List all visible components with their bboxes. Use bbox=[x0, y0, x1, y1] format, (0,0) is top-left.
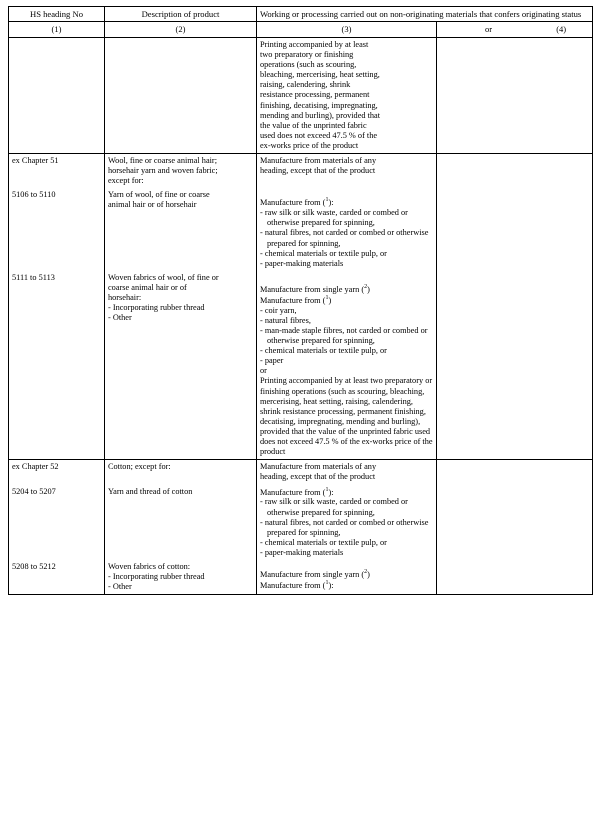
text-line: Manufacture from ($^1$): bbox=[260, 486, 334, 497]
list-item: - paper-making materials bbox=[260, 258, 344, 268]
row-alternative bbox=[437, 271, 593, 460]
text-line: mending and burling), provided that bbox=[260, 110, 381, 120]
row-alternative bbox=[437, 460, 593, 485]
table-row bbox=[9, 37, 593, 153]
row-hs-heading: 5204 to 5207 bbox=[9, 485, 105, 561]
text-line: two preparatory or finishing bbox=[260, 49, 354, 59]
table-row bbox=[9, 485, 593, 561]
row-alternative bbox=[437, 485, 593, 561]
table-row bbox=[9, 560, 593, 595]
list-item: - Other bbox=[108, 313, 132, 323]
row-working-processing bbox=[257, 560, 437, 595]
text-line: Manufacture from materials of any bbox=[260, 156, 377, 166]
row-description bbox=[105, 188, 257, 271]
row-description bbox=[105, 154, 257, 189]
row-working-processing bbox=[257, 485, 437, 561]
row-description bbox=[105, 37, 257, 153]
list-item: - coir yarn, bbox=[260, 305, 297, 315]
text-line: Wool, fine or coarse animal hair; bbox=[108, 156, 217, 166]
row-working-processing bbox=[257, 460, 437, 485]
text-line: Manufacture from ($^1$): bbox=[260, 579, 334, 590]
text-line: heading, except that of the product bbox=[260, 472, 376, 482]
col-number-4-label: (4) bbox=[556, 24, 567, 35]
row-hs-heading: 5106 to 5110 bbox=[9, 188, 105, 271]
text-line: raising, calendering, shrink bbox=[260, 80, 351, 90]
text-line: heading, except that of the product bbox=[260, 166, 376, 176]
text-line: animal hair or of horsehair bbox=[108, 200, 197, 210]
text-line: Printing accompanied by at least two preparatory or finishing operations (such as scouring, bleaching, mercerising, heat setting, raising, calendering, shrink resistance processing, permanent finishing, decatising, impregnating, mending and burling), provided that the value of the unprinted fabric used does not exceed 47.5 % of the ex-works price of the product bbox=[260, 376, 433, 457]
list-item: - natural fibres, not carded or combed or otherwise prepared for spinning, bbox=[260, 517, 429, 537]
tariff-table bbox=[8, 6, 593, 595]
text-line: resistance processing, permanent bbox=[260, 90, 370, 100]
row-description bbox=[105, 271, 257, 460]
row-hs-heading: 5111 to 5113 bbox=[9, 271, 105, 460]
row-description: Yarn and thread of cotton bbox=[105, 485, 257, 561]
list-item: - natural fibres, not carded or combed or otherwise prepared for spinning, bbox=[260, 228, 429, 248]
text-line: Printing accompanied by at least bbox=[260, 39, 369, 49]
text-line: or bbox=[260, 366, 267, 376]
row-alternative bbox=[437, 154, 593, 189]
text-line: bleaching, mercerising, heat setting, bbox=[260, 70, 380, 80]
col-number-4 bbox=[437, 22, 593, 37]
list-item: - raw silk or silk waste, carded or combed or otherwise prepared for spinning, bbox=[260, 208, 408, 228]
text-line: Woven fabrics of wool, of fine or bbox=[108, 272, 219, 282]
col-number-1: (1) bbox=[9, 22, 105, 37]
header-working-processing: Working or processing carried out on non-originating materials that confers originating status bbox=[257, 7, 593, 22]
text-line: horsehair yarn and woven fabric; bbox=[108, 166, 218, 176]
col-number-2: (2) bbox=[105, 22, 257, 37]
col-number-3: (3) bbox=[257, 22, 437, 37]
text-line: the value of the unprinted fabric bbox=[260, 120, 367, 130]
list-item: - paper-making materials bbox=[260, 547, 344, 557]
row-hs-heading bbox=[9, 37, 105, 153]
text-line: used does not exceed 47.5 % of the bbox=[260, 130, 378, 140]
row-description bbox=[105, 560, 257, 595]
text-line: operations (such as scouring, bbox=[260, 60, 357, 70]
row-hs-heading: ex Chapter 51 bbox=[9, 154, 105, 189]
header-hs-heading: HS heading No bbox=[9, 7, 105, 22]
list-item: - paper bbox=[260, 356, 284, 366]
column-number-row bbox=[9, 22, 593, 37]
text-line: Yarn of wool, of fine or coarse bbox=[108, 190, 210, 200]
header-description: Description of product bbox=[105, 7, 257, 22]
text-line: Manufacture from ($^1$) bbox=[260, 294, 332, 305]
list-item: - chemical materials or textile pulp, or bbox=[260, 248, 387, 258]
or-label: or bbox=[485, 24, 493, 35]
text-line: horsehair: bbox=[108, 293, 142, 303]
row-hs-heading: ex Chapter 52 bbox=[9, 460, 105, 485]
text-line: finishing, decatising, impregnating, bbox=[260, 100, 378, 110]
row-working-processing bbox=[257, 37, 437, 153]
table-header-row bbox=[9, 7, 593, 22]
row-hs-heading: 5208 to 5212 bbox=[9, 560, 105, 595]
list-item: - man-made staple fibres, not carded or combed or otherwise prepared for spinning, bbox=[260, 325, 428, 345]
text-line: ex-works price of the product bbox=[260, 140, 359, 150]
row-description: Cotton; except for: bbox=[105, 460, 257, 485]
text-line: Manufacture from ($^1$): bbox=[260, 197, 334, 208]
text-line: coarse animal hair or of bbox=[108, 283, 187, 293]
row-working-processing bbox=[257, 154, 437, 189]
list-item: - raw silk or silk waste, carded or combed or otherwise prepared for spinning, bbox=[260, 497, 408, 517]
table-row bbox=[9, 154, 593, 189]
text-line: Woven fabrics of cotton: bbox=[108, 562, 191, 572]
table-row bbox=[9, 460, 593, 485]
list-item: - Incorporating rubber thread bbox=[108, 572, 205, 582]
text-line: Manufacture from single yarn ($^2$) bbox=[260, 569, 370, 579]
list-item: - Incorporating rubber thread bbox=[108, 303, 205, 313]
table-row bbox=[9, 188, 593, 271]
list-item: - chemical materials or textile pulp, or bbox=[260, 537, 387, 547]
table-row bbox=[9, 271, 593, 460]
text-line: except for: bbox=[108, 176, 144, 186]
row-alternative bbox=[437, 188, 593, 271]
row-alternative bbox=[437, 560, 593, 595]
text-line: Manufacture from single yarn ($^2$) bbox=[260, 283, 370, 294]
list-item: - chemical materials or textile pulp, or bbox=[260, 346, 387, 356]
row-working-processing bbox=[257, 188, 437, 271]
list-item: - Other bbox=[108, 582, 132, 592]
text-line: Manufacture from materials of any bbox=[260, 462, 377, 472]
list-item: - natural fibres, bbox=[260, 315, 311, 325]
row-working-processing bbox=[257, 271, 437, 460]
row-alternative bbox=[437, 37, 593, 153]
